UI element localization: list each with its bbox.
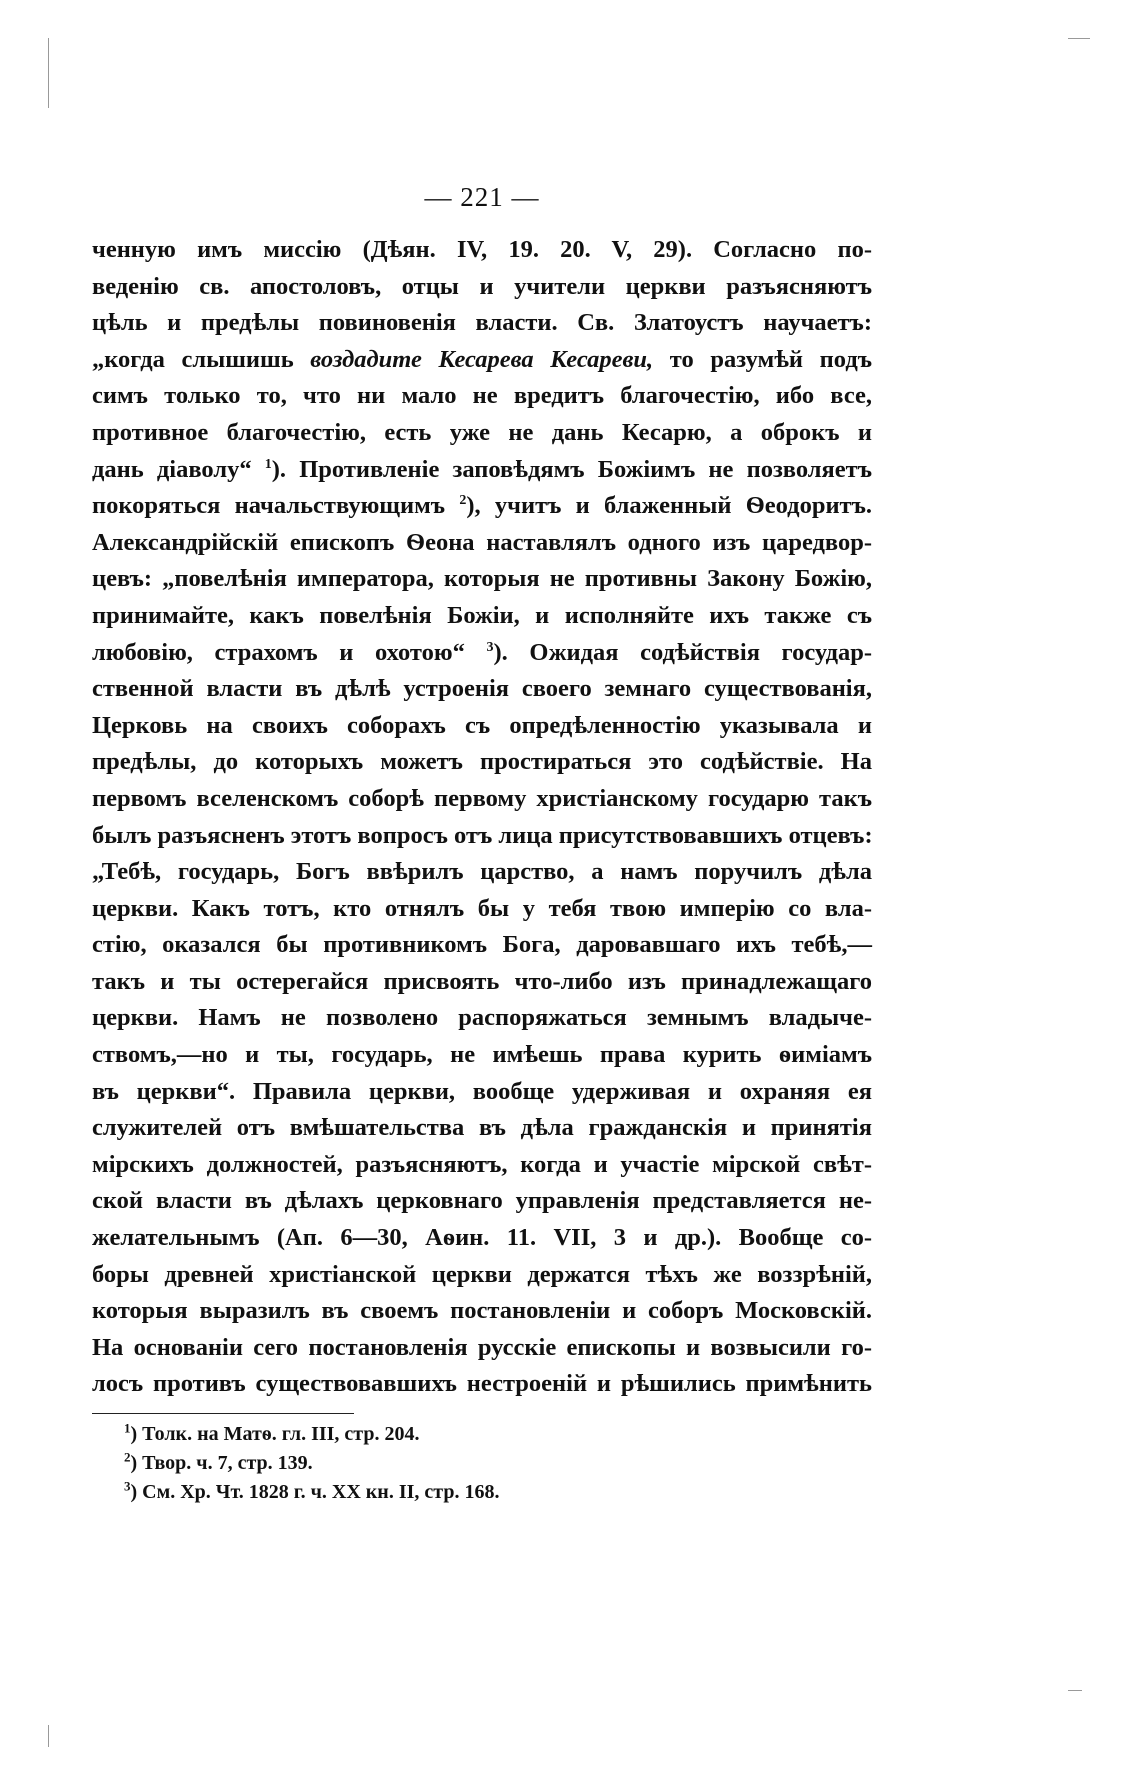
text-line: боры древней христіанской церкви держатся тѣхъ же воззрѣній,: [92, 1260, 872, 1288]
scan-margin-mark: [1068, 38, 1090, 39]
text-line: „когда слышишь воздадите Кесарева Кесареви, то разумѣй подъ: [92, 345, 872, 373]
text-line: лосъ противъ существовавшихъ нестроеній и рѣшились примѣнить: [92, 1370, 872, 1398]
footnote-text: ) Толк. на Матѳ. гл. III, стр. 204.: [130, 1423, 420, 1445]
text-line: служителей отъ вмѣшательства въ дѣла гражданскія и принятія: [92, 1114, 872, 1142]
body-text: [92, 232, 872, 1403]
footnote-reference[interactable]: 1: [264, 456, 272, 472]
text-line: такъ и ты остерегайся присвоять что-либо изъ принадлежащаго: [92, 967, 872, 995]
footnote-rule: [92, 1413, 354, 1414]
text-line: принимайте, какъ повелѣнія Божіи, и исполняйте ихъ также съ: [92, 601, 872, 629]
text-line: симъ только то, что ни мало не вредитъ благочестію, ибо все,: [92, 382, 872, 410]
footnote-mark: 3: [124, 1478, 131, 1494]
text-line: ченную имъ миссію (Дѣян. IV, 19. 20. V, 29). Согласно по-: [92, 236, 872, 263]
text-line: дань діаволу“ $^1$). Противленіе заповѣдямъ Божіимъ не позволяетъ: [92, 455, 872, 483]
text-line: ствомъ,—но и ты, государь, не имѣешь права курить ѳиміамъ: [92, 1041, 872, 1069]
scan-margin-mark: [1068, 1690, 1082, 1691]
text-line: былъ разъясненъ этотъ вопросъ отъ лица присутствовавшихъ отцевъ:: [92, 821, 873, 849]
text-line: цевъ: „повелѣнія императора, которыя не противны Закону Божію,: [92, 565, 872, 593]
text-line: противное благочестію, есть уже не дань Кесарю, а оброкъ и: [92, 418, 872, 446]
text-line: желательнымъ (Ап. 6—30, Аѳин. 11. VII, 3 и др.). Вообще со-: [92, 1224, 872, 1252]
scan-margin-mark: [48, 38, 49, 108]
footnote-reference[interactable]: 3: [486, 639, 494, 655]
text-line: Александрійскій епископъ Ѳеона наставлялъ одного изъ царедвор-: [92, 528, 872, 556]
italic-quote: воздадите Кесарева Кесареви,: [310, 345, 654, 373]
text-line: стію, оказался бы противникомъ Бога, даровавшаго ихъ тебѣ,—: [92, 931, 872, 959]
text-line: На основаніи сего постановленія русскіе епископы и возвысили го-: [92, 1333, 872, 1361]
text-line: мірскихъ должностей, разъясняютъ, когда и участіе мірской свѣт-: [92, 1150, 872, 1178]
footnote-mark: 2: [124, 1449, 131, 1465]
text-line: покоряться начальствующимъ $^2$), учитъ и блаженный Ѳеодоритъ.: [92, 492, 872, 520]
footnote-text: ) См. Хр. Чт. 1828 г. ч. XX кн. II, стр. 168.: [130, 1481, 500, 1503]
text-line: любовію, страхомъ и охотою“ $^3$). Ожидая содѣйствія государ-: [92, 638, 873, 666]
text-line: веденію св. апостоловъ, отцы и учители церкви разъясняютъ: [92, 272, 872, 300]
footnote: [124, 1420, 872, 1449]
text-line: „Тебѣ, государь, Богъ ввѣрилъ царство, а намъ поручилъ дѣла: [92, 858, 872, 886]
text-line: Церковь на своихъ соборахъ съ опредѣленностію указывала и: [92, 711, 872, 739]
footnote-text: ) Твор. ч. 7, стр. 139.: [130, 1452, 313, 1474]
footnote: [124, 1449, 872, 1478]
text-line: церкви. Какъ тотъ, кто отнялъ бы у тебя твою имперію со вла-: [92, 894, 872, 922]
text-line: первомъ вселенскомъ соборѣ первому христіанскому государю такъ: [92, 784, 872, 812]
text-line: которыя выразилъ въ своемъ постановленіи и соборъ Московскій.: [92, 1297, 872, 1325]
text-line: въ церкви“. Правила церкви, вообще удерживая и охраняя ея: [92, 1077, 872, 1105]
text-line: ской власти въ дѣлахъ церковнаго управленія представляется не-: [92, 1187, 872, 1215]
text-line: цѣль и предѣлы повиновенія власти. Св. Златоустъ научаетъ:: [92, 309, 872, 337]
footnotes: [92, 1420, 872, 1507]
text-line: ственной власти въ дѣлѣ устроенія своего земнаго существованія,: [92, 675, 872, 703]
book-page: [92, 170, 872, 1507]
text-line: предѣлы, до которыхъ можетъ простираться это содѣйствіе. На: [92, 748, 872, 776]
scan-margin-mark: [48, 1725, 49, 1747]
page-number: — 221 —: [424, 182, 540, 212]
footnote: [124, 1478, 872, 1507]
footnote-reference[interactable]: 2: [459, 493, 467, 508]
text-line: церкви. Намъ не позволено распоряжаться земнымъ владыче-: [92, 1004, 872, 1032]
footnote-mark: 1: [124, 1420, 131, 1436]
